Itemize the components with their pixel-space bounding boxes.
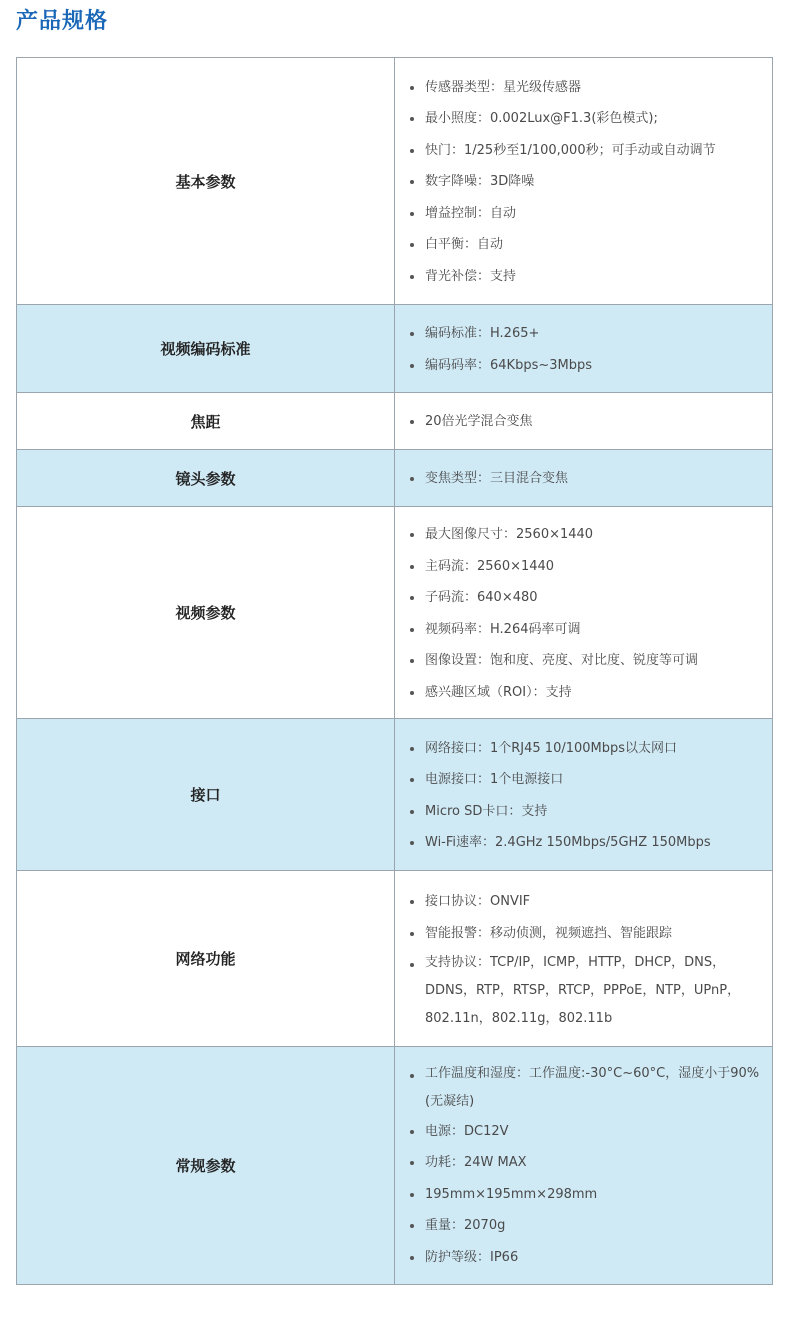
spec-item: 视频码率：H.264码率可调 xyxy=(409,614,762,646)
spec-list xyxy=(395,306,772,391)
page-title: 产品规格 xyxy=(16,9,109,34)
spec-item: 智能报警：移动侦测，视频遮挡、智能跟踪 xyxy=(409,918,762,950)
spec-label: 基本参数 xyxy=(17,58,395,305)
spec-item: 主码流：2560×1440 xyxy=(409,551,762,583)
spec-item: 最大图像尺寸：2560×1440 xyxy=(409,519,762,551)
spec-item: 快门：1/25秒至1/100,000秒；可手动或自动调节 xyxy=(409,135,762,167)
spec-list xyxy=(395,721,772,869)
spec-item: 网络接口：1个RJ45 10/100Mbps以太网口 xyxy=(409,733,762,765)
spec-row-interfaces xyxy=(17,719,773,871)
spec-item: 195mm×195mm×298mm xyxy=(409,1179,762,1211)
spec-label: 视频编码标准 xyxy=(17,305,395,393)
spec-values xyxy=(395,393,773,450)
spec-item: 功耗：24W MAX xyxy=(409,1147,762,1179)
spec-item: 背光补偿：支持 xyxy=(409,261,762,293)
spec-item: 编码码率：64Kbps~3Mbps xyxy=(409,350,762,382)
spec-values xyxy=(395,1047,773,1285)
spec-label: 视频参数 xyxy=(17,507,395,719)
spec-row-general xyxy=(17,1047,773,1285)
spec-label: 网络功能 xyxy=(17,871,395,1047)
spec-values xyxy=(395,719,773,871)
spec-values xyxy=(395,871,773,1047)
spec-item: 图像设置：饱和度、亮度、对比度、锐度等可调 xyxy=(409,645,762,677)
spec-list xyxy=(395,451,772,505)
spec-row-video-params xyxy=(17,507,773,719)
spec-item: 重量：2070g xyxy=(409,1210,762,1242)
spec-list xyxy=(395,507,772,718)
spec-item: Micro SD卡口：支持 xyxy=(409,796,762,828)
spec-values xyxy=(395,450,773,507)
spec-label: 焦距 xyxy=(17,393,395,450)
spec-list xyxy=(395,394,772,448)
spec-item: 数字降噪：3D降噪 xyxy=(409,166,762,198)
spec-row-basic xyxy=(17,58,773,305)
spec-item: 最小照度：0.002Lux@F1.3(彩色模式); xyxy=(409,103,762,135)
spec-values xyxy=(395,507,773,719)
spec-label: 接口 xyxy=(17,719,395,871)
spec-item: 编码标准：H.265+ xyxy=(409,318,762,350)
spec-item: Wi-Fi速率：2.4GHz 150Mbps/5GHZ 150Mbps xyxy=(409,827,762,859)
spec-item: 电源：DC12V xyxy=(409,1116,762,1148)
spec-values xyxy=(395,58,773,305)
spec-list xyxy=(395,60,772,303)
spec-item: 子码流：640×480 xyxy=(409,582,762,614)
spec-table xyxy=(16,57,773,1285)
spec-list xyxy=(395,874,772,1043)
spec-list xyxy=(395,1048,772,1284)
spec-item: 感兴趣区域（ROI）：支持 xyxy=(409,677,762,709)
spec-item: 工作温度和湿度：工作温度:-30°C~60°C，湿度小于90%(无凝结) xyxy=(409,1060,762,1116)
spec-row-network xyxy=(17,871,773,1047)
spec-item: 增益控制：自动 xyxy=(409,198,762,230)
spec-item: 传感器类型：星光级传感器 xyxy=(409,72,762,104)
spec-item: 防护等级：IP66 xyxy=(409,1242,762,1274)
spec-label: 镜头参数 xyxy=(17,450,395,507)
spec-item: 白平衡：自动 xyxy=(409,229,762,261)
spec-row-video-encoding xyxy=(17,305,773,393)
spec-item: 20倍光学混合变焦 xyxy=(409,406,762,438)
spec-item: 变焦类型：三目混合变焦 xyxy=(409,463,762,495)
spec-item: 电源接口：1个电源接口 xyxy=(409,764,762,796)
spec-item: 支持协议：TCP/IP，ICMP，HTTP，DHCP，DNS，DDNS，RTP，RTSP，RTCP，PPPoE，NTP，UPnP，802.11n，802.11g，802.11b xyxy=(409,949,762,1033)
spec-label: 常规参数 xyxy=(17,1047,395,1285)
spec-row-lens xyxy=(17,450,773,507)
spec-values xyxy=(395,305,773,393)
spec-row-focal-length xyxy=(17,393,773,450)
spec-item: 接口协议：ONVIF xyxy=(409,886,762,918)
